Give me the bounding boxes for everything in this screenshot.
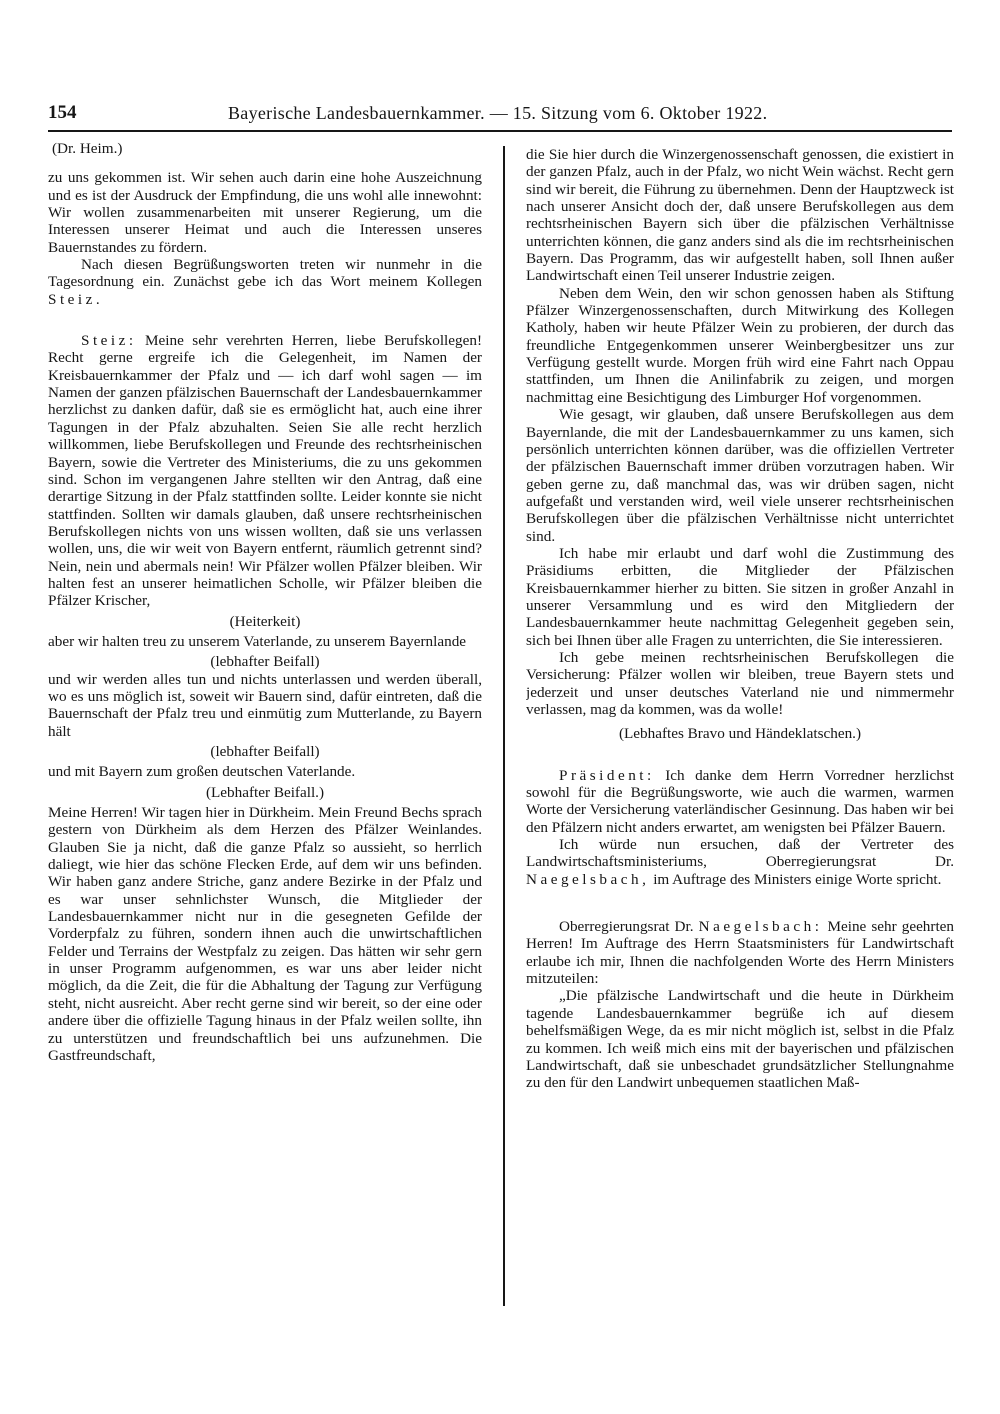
reaction-note: (Lebhaftes Bravo und Händeklatschen.)	[618, 725, 862, 743]
paragraph-text: Ich würde nun ersuchen, daß der Vertreter des Landwirtschaftsministeriums, Oberregierungsrat Dr.	[526, 836, 954, 871]
speech-paragraph	[526, 918, 954, 987]
speaker-name: Präsident:	[559, 766, 655, 784]
paragraph: Neben dem Wein, den wir schon genossen haben als Stiftung Pfälzer Winzergenossenschaften, durch Mitwirkung des Kollegen Katholy, haben wir heute Pfälzer Wein zu probieren, der durch das freundliche Entgegenkommen unserer Weinbergbesitzer uns zur Verfügung gestellt wurde. Morgen früh wird eine Fahrt nach Oppau stattfinden, um Ihnen die Anilinfabrik zu zeigen, und morgen nachmittag eine Besichtigung des Limburger Hof vorgenommen.	[526, 284, 954, 406]
speech-paragraph	[48, 332, 482, 610]
left-column	[48, 140, 482, 1320]
paragraph: Wie gesagt, wir glauben, daß unsere Berufskollegen aus dem Bayernlande, die mit der Landesbauernkammer zu uns kamen, sich persönlich unterrichten können darüber, was die offiziellen Vertreter der pfälzischen Bauernschaft immer drüben vorzutragen haben. Wir geben gerne zu, daß manchmal das, was wir drüben sagen, nicht aufgefaßt und verstanden wird, weil viele unserer rechtsrheinischen Berufskollegen über die pfälzischen Verhältnisse nicht unterrichtet sind.	[526, 406, 954, 545]
running-head: Bayerische Landesbauernkammer. — 15. Sitzung vom 6. Oktober 1922.	[228, 103, 768, 123]
paragraph-text: Nach diesen Begrüßungsworten treten wir nunmehr in die Tagesordnung ein. Zunächst gebe ich das Wort meinem Kollegen	[48, 256, 482, 291]
paragraph	[526, 836, 954, 888]
reaction-note: (lebhafter Beifall)	[210, 743, 320, 760]
speaker-name: Steiz:	[81, 332, 137, 350]
reaction-note: (lebhafter Beifall)	[210, 653, 320, 671]
paragraph: die Sie hier durch die Winzergenossenschaft genossen, die existiert in der ganzen Pfalz, auch in der Pfalz, wo nicht Wein wächst. Recht gern sind wir bereit, die Führung zu übernehmen. Denn der Hauptzweck ist nach unserer Ansicht doch der, daß unsere Berufskollegen aus dem rechtsrheinischen Bayern sich über die pfälzischen Verhältnisse unterrichten können, die ganz anders sind als die im rechtsrheinischen Bayern. Das Programm, das wir aufgestellt haben, soll Ihnen außer Landwirtschaft einen Teil unserer Industrie zeigen.	[526, 146, 954, 285]
paragraph: zu uns gekommen ist. Wir sehen auch darin eine hohe Auszeichnung und es ist der Ausdruck der Empfindung, die uns wohl alle innewohnt: Wir wollen zusammenarbeiten mit unserer Regierung, um die Interessen unserer Heimat und auch die Interessen unseres Bauernstandes zu fördern.	[48, 169, 482, 256]
paragraph: aber wir halten treu zu unserem Vaterlande, zu unserem Bayernlande	[48, 632, 467, 650]
reaction-note: (Lebhafter Beifall.)	[205, 783, 325, 801]
speaker-name: Steiz.	[48, 290, 104, 308]
speaker-note: (Dr. Heim.)	[52, 140, 123, 157]
speaker-title: Oberregierungsrat Dr.	[559, 918, 694, 936]
paragraph	[48, 256, 482, 308]
paragraph: Ich gebe meinen rechtsrheinischen Berufskollegen die Versicherung: Pfälzer wollen wir bleiben, treue Bayern stets und jederzeit und unser deutsches Vaterland nie und nimmermehr verlassen, mag da kommen, was da wolle!	[526, 648, 954, 718]
paragraph: und wir werden alles tun und nichts unterlassen und werden überall, wo es uns möglich ist, soweit wir Bauern sind, dafür eintreten, daß die Bauernschaft der Pfalz treu und einmütig zum Mutterlande, zu Bayern hält	[48, 670, 482, 740]
page-header	[48, 100, 952, 132]
speech-paragraph	[526, 767, 954, 836]
speaker-name: Naegelsbach:	[698, 918, 823, 936]
paragraph: Ich habe mir erlaubt und darf wohl die Zustimmung des Präsidiums erbitten, die Mitglieder der Pfälzischen Kreisbauernkammer hierher zu bitten. Sie sitzen in großer Anzahl in unserer Versammlung und es wird den Mitgliedern der Landesbauernkammer heute nachmittag Gelegenheit gegeben sein, sich bei Ihnen über alle Fragen zu unterrichten, die Sie interessieren.	[526, 544, 954, 649]
paragraph: und mit Bayern zum großen deutschen Vaterlande.	[48, 763, 356, 781]
paragraph-text: Meine sehr geehrten Herren! Im Auftrage des Herrn Staatsministers für Landwirtschaft erlaube ich mir, Ihnen die nachfolgenden Worte des Herrn Ministers mitzuteilen:	[526, 918, 954, 988]
page-number: 154	[48, 102, 77, 123]
paragraph-text: Ich danke dem Herrn Vorredner herzlichst sowohl für die Begrüßungsworte, wie auch die warmen, warmen Worte der Versicherung vaterländischer Gesinnung. Das haben wir bei den Pfälzern nicht anders erwartet, am wenigsten bei Pfälzer Bauern.	[526, 766, 954, 836]
reaction-note: (Heiterkeit)	[229, 612, 301, 630]
paragraph-text: im Auftrage des Ministers einige Worte spricht.	[653, 870, 942, 888]
column-divider	[503, 146, 505, 1306]
right-column	[526, 146, 954, 1326]
paragraph-text: Meine sehr verehrten Herren, liebe Berufskollegen! Recht gerne ergreife ich die Gelegenheit, im Namen der Kreisbauernkammer der Pfalz und — ich darf wohl sagen — im Namen der ganzen pfälzischen Bauernschaft der Landesbauernkammer herzlichst zu danken dafür, daß sie es ermöglicht hat, auch eine ihrer Tagungen in der Pfalz abzuhalten. Seien Sie alle recht herzlich willkommen, liebe Berufskollegen und Freunde des rechtsrheinischen Bayern, sowie die Vertreter des Ministeriums, die zu uns gekommen sind. Schon im vergangenen Jahre stellten wir den Antrag, daß eine derartige Sitzung in der Pfalz stattfinden sollte. Leider konnte sie nicht stattfinden. Sollten wir damals glauben, daß unsere rechtsrheinischen Berufskollegen nichts von uns wissen wollten, daß sie uns verlassen wollen, uns, die wir weit von Bayern entfernt, räumlich getrennt sind? Nein, nein und abermals nein! Wir Pfälzer wollen Pfälzer bleiben. Wir halten fest an unserer heimatlichen Scholle, wir Pfälzer bleiben die Pfälzer Krischer,	[48, 332, 482, 610]
paragraph: „Die pfälzische Landwirtschaft und die heute in Dürkheim tagende Landesbauernkammer begrüße ich auf diesem behelfsmäßigen Wege, da es mir nicht möglich ist, selbst in die Pfalz zu kommen. Ich weiß mich eins mit der bayerischen und pfälzischen Landwirtschaft, daß sie unbeschadet grundsätzlicher Stellungnahme zu den für den Landwirt unbequemen staatlichen Maß-	[526, 987, 954, 1092]
speaker-name: Naegelsbach,	[526, 870, 650, 888]
paragraph: Meine Herren! Wir tagen hier in Dürkheim. Mein Freund Bechs sprach gestern von Dürkheim als dem Herzen des Pfälzer Weinlandes. Glauben Sie ja nicht, daß die ganze Pfalz so aussieht, so herrlich daliegt, wie hier das schöne Flecken Erde, auf dem wir uns befinden. Wir haben ganz andere Striche, ganz andere Bezirke in der Pfalz und es war unser sehnlichster Wunsch, die Mitglieder der Landesbauernkammer nicht nur in die gesegneten Gefilde der Vorderpfalz zu führen, sondern ihnen auch die unwirtschaftlichen Felder und Terrains der Westpfalz zu zeigen. Das hätten wir sehr gern in unser Programm aufgenommen, es war uns aber leider nicht möglich, da die Zeit, die für die Abhaltung der Tagung zur Verfügung steht, nicht ausreicht. Aber recht gerne sind wir bereit, so der eine oder andere über die offizielle Tagung hinaus in der Pfalz weilen sollte, ihn zu unterstützen und freundschaftlich bei uns aufzunehmen. Die Gastfreundschaft,	[48, 804, 482, 1064]
